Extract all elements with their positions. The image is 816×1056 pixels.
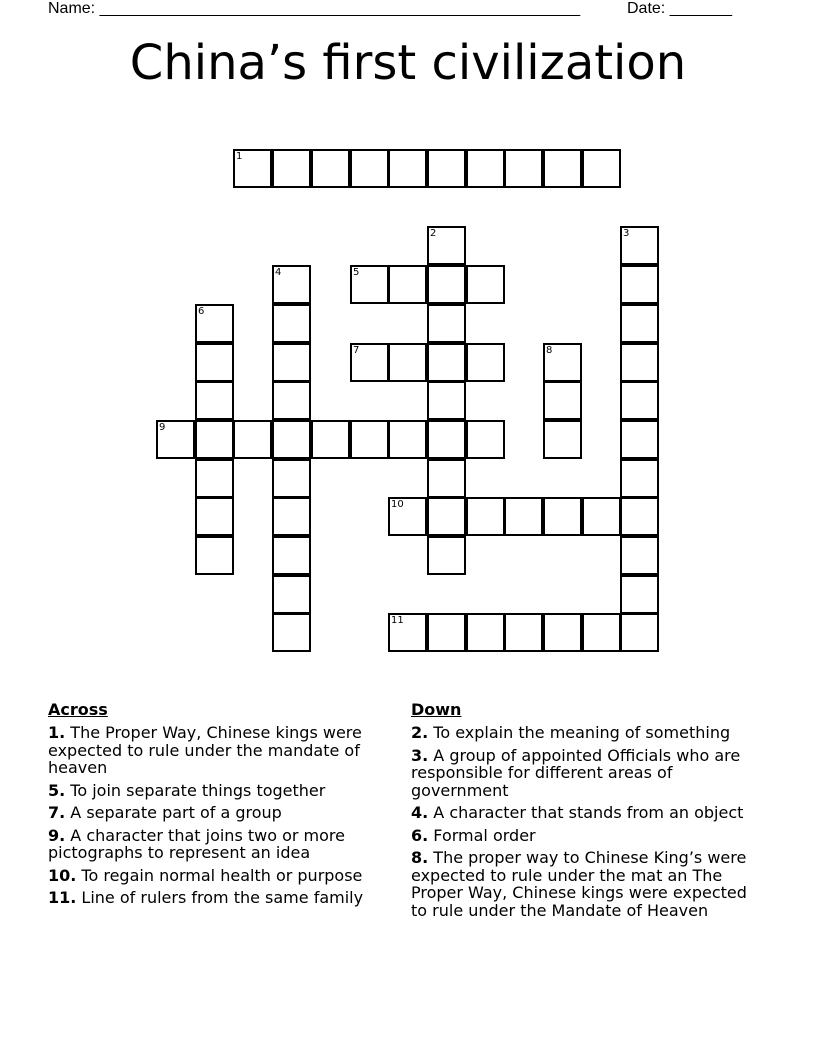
grid-cell[interactable] [620, 536, 659, 575]
grid-cell[interactable] [620, 420, 659, 459]
clue-number: 8. [411, 848, 429, 867]
grid-cell[interactable] [427, 497, 466, 536]
grid-cell[interactable] [388, 149, 427, 188]
clue-text: A group of appointed Officials who are responsible for different areas of government [411, 745, 741, 800]
grid-cell[interactable] [466, 149, 505, 188]
clue-text: A character that joins two or more pictographs to represent an idea [48, 825, 345, 862]
cell-number: 1 [236, 151, 243, 162]
grid-cell[interactable] [427, 304, 466, 343]
grid-cell[interactable] [582, 613, 621, 652]
clue-number: 10. [48, 865, 77, 885]
grid-cell[interactable] [543, 497, 582, 536]
grid-cell[interactable] [427, 536, 466, 575]
down-clue [411, 724, 751, 742]
grid-cell[interactable] [620, 343, 659, 382]
grid-cell[interactable] [272, 459, 311, 498]
grid-cell[interactable] [620, 459, 659, 498]
cell-number: 6 [198, 306, 205, 317]
cell-number: 10 [391, 499, 404, 510]
cell-number: 2 [430, 228, 437, 239]
date-line: Date: _______ [627, 0, 732, 17]
grid-cell[interactable] [272, 343, 311, 382]
grid-cell[interactable] [504, 613, 543, 652]
down-clue [411, 827, 751, 845]
clue-text: The proper way to Chinese King’s were expected to rule under the mat an The Proper Way, Chinese kings were expected to rule under the Mandate of Heaven [411, 848, 747, 920]
down-heading: Down [411, 700, 462, 719]
grid-cell[interactable] [427, 613, 466, 652]
cell-number: 3 [623, 228, 630, 239]
down-clues [411, 700, 751, 924]
clue-text: To join separate things together [65, 780, 326, 800]
grid-cell[interactable] [582, 149, 621, 188]
grid-cell[interactable] [311, 420, 350, 459]
clue-number: 6. [411, 825, 429, 845]
cell-number: 7 [353, 345, 360, 356]
grid-cell[interactable] [504, 149, 543, 188]
clue-number: 5. [48, 780, 66, 800]
grid-cell[interactable] [195, 343, 234, 382]
grid-cell[interactable] [620, 575, 659, 614]
grid-cell[interactable] [582, 497, 621, 536]
grid-cell[interactable] [620, 265, 659, 304]
grid-cell[interactable] [350, 265, 389, 304]
cell-number: 11 [391, 615, 404, 626]
grid-cell[interactable] [427, 343, 466, 382]
across-clues [48, 700, 383, 912]
grid-cell[interactable] [466, 613, 505, 652]
grid-cell[interactable] [272, 497, 311, 536]
across-clue [48, 889, 383, 907]
grid-cell[interactable] [272, 304, 311, 343]
clue-text: Formal order [428, 825, 536, 845]
cell-number: 5 [353, 267, 360, 278]
grid-cell[interactable] [156, 420, 195, 459]
grid-cell[interactable] [350, 149, 389, 188]
grid-cell[interactable] [272, 536, 311, 575]
across-clue [48, 804, 383, 822]
clue-text: A character that stands from an object [428, 803, 744, 822]
grid-cell[interactable] [620, 226, 659, 265]
grid-cell[interactable] [195, 536, 234, 575]
grid-cell[interactable] [543, 613, 582, 652]
across-heading: Across [48, 700, 108, 719]
clue-number: 1. [48, 723, 66, 742]
across-clue [48, 867, 383, 885]
grid-cell[interactable] [427, 420, 466, 459]
grid-cell[interactable] [388, 343, 427, 382]
grid-cell[interactable] [543, 343, 582, 382]
grid-cell[interactable] [272, 420, 311, 459]
grid-cell[interactable] [388, 497, 427, 536]
grid-cell[interactable] [427, 149, 466, 188]
grid-cell[interactable] [195, 459, 234, 498]
clue-number: 9. [48, 825, 66, 845]
grid-cell[interactable] [195, 497, 234, 536]
grid-cell[interactable] [466, 343, 505, 382]
clue-text: The Proper Way, Chinese kings were expected to rule under the mandate of heaven [48, 723, 362, 777]
grid-cell[interactable] [350, 343, 389, 382]
grid-cell[interactable] [272, 575, 311, 614]
down-clue [411, 849, 751, 919]
grid-cell[interactable] [388, 420, 427, 459]
grid-cell[interactable] [466, 497, 505, 536]
clue-number: 11. [48, 888, 77, 907]
down-clue [411, 747, 751, 800]
grid-cell[interactable] [543, 420, 582, 459]
down-clue [411, 804, 751, 822]
grid-cell[interactable] [543, 149, 582, 188]
grid-cell[interactable] [388, 613, 427, 652]
grid-cell[interactable] [272, 149, 311, 188]
grid-cell[interactable] [427, 265, 466, 304]
cell-number: 9 [159, 422, 166, 433]
grid-cell[interactable] [272, 381, 311, 420]
grid-cell[interactable] [543, 381, 582, 420]
grid-cell[interactable] [427, 381, 466, 420]
grid-cell[interactable] [272, 265, 311, 304]
clue-text: Line of rulers from the same family [76, 888, 364, 907]
down-clue-list [411, 724, 751, 919]
grid-cell[interactable] [504, 497, 543, 536]
across-clue [48, 782, 383, 800]
grid-cell[interactable] [620, 497, 659, 536]
clue-text: A separate part of a group [65, 803, 282, 822]
clue-number: 4. [411, 803, 429, 822]
cell-number: 4 [275, 267, 282, 278]
grid-cell[interactable] [427, 459, 466, 498]
grid-cell[interactable] [195, 304, 234, 343]
clue-number: 3. [411, 745, 429, 765]
grid-cell[interactable] [620, 613, 659, 652]
grid-cell[interactable] [311, 149, 350, 188]
grid-cell[interactable] [620, 304, 659, 343]
grid-cell[interactable] [233, 420, 272, 459]
grid-cell[interactable] [195, 420, 234, 459]
across-clue [48, 827, 383, 862]
clue-number: 7. [48, 803, 66, 822]
grid-cell[interactable] [195, 381, 234, 420]
clue-number: 2. [411, 723, 429, 742]
clue-text: To explain the meaning of something [428, 723, 731, 742]
cell-number: 8 [546, 345, 553, 356]
grid-cell[interactable] [272, 613, 311, 652]
grid-cell[interactable] [233, 149, 272, 188]
page-title: China’s first civilization [129, 35, 687, 91]
grid-cell[interactable] [350, 420, 389, 459]
grid-cell[interactable] [466, 420, 505, 459]
grid-cell[interactable] [466, 265, 505, 304]
across-clue-list [48, 724, 383, 907]
grid-cell[interactable] [388, 265, 427, 304]
name-line: Name: ______________________________________________________ [48, 0, 581, 17]
grid-cell[interactable] [427, 226, 466, 265]
grid-cell[interactable] [620, 381, 659, 420]
clue-text: To regain normal health or purpose [76, 865, 363, 885]
across-clue [48, 724, 383, 777]
